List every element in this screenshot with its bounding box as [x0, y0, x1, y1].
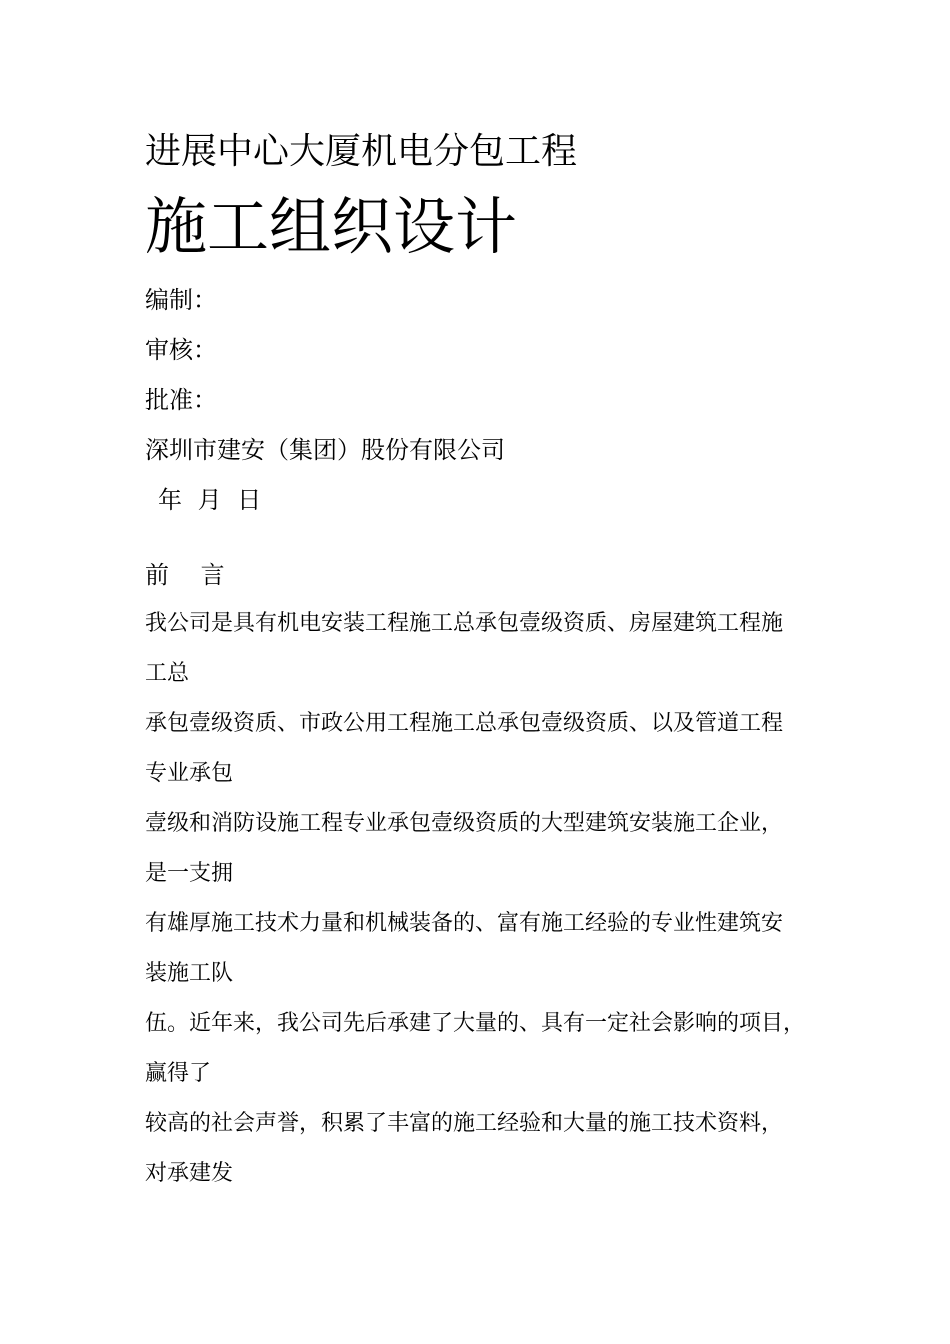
document-title: 施工组织设计 [145, 190, 518, 263]
preface-line: 我公司是具有机电安装工程施工总承包壹级资质、房屋建筑工程施 [145, 611, 784, 636]
preface-line: 承包壹级资质、市政公用工程施工总承包壹级资质、以及管道工程 [145, 711, 784, 736]
preface-line: 赢得了 [145, 1061, 212, 1086]
preface-heading: 前 言 [145, 561, 237, 589]
preface-line: 较高的社会声誉，积累了丰富的施工经验和大量的施工技术资料， [145, 1111, 784, 1136]
preface-line: 工总 [145, 661, 190, 686]
project-title: 进展中心大厦机电分包工程 [145, 131, 578, 172]
compiled-by-label: 编制： [145, 286, 217, 314]
approved-by-label: 批准： [145, 386, 217, 414]
preface-line: 壹级和消防设施工程专业承包壹级资质的大型建筑安装施工企业， [145, 811, 784, 836]
preface-line: 伍。近年来，我公司先后承建了大量的、具有一定社会影响的项目， [145, 1011, 806, 1036]
preface-line: 是一支拥 [145, 861, 234, 886]
reviewed-by-label: 审核： [145, 336, 217, 364]
preface-line: 专业承包 [145, 761, 234, 786]
date-line: 年 月 日 [158, 486, 262, 514]
preface-line: 装施工队 [145, 961, 234, 986]
company-name: 深圳市建安（集团）股份有限公司 [145, 436, 505, 464]
preface-line: 有雄厚施工技术力量和机械装备的、富有施工经验的专业性建筑安 [145, 911, 784, 936]
preface-line: 对承建发 [145, 1161, 234, 1186]
